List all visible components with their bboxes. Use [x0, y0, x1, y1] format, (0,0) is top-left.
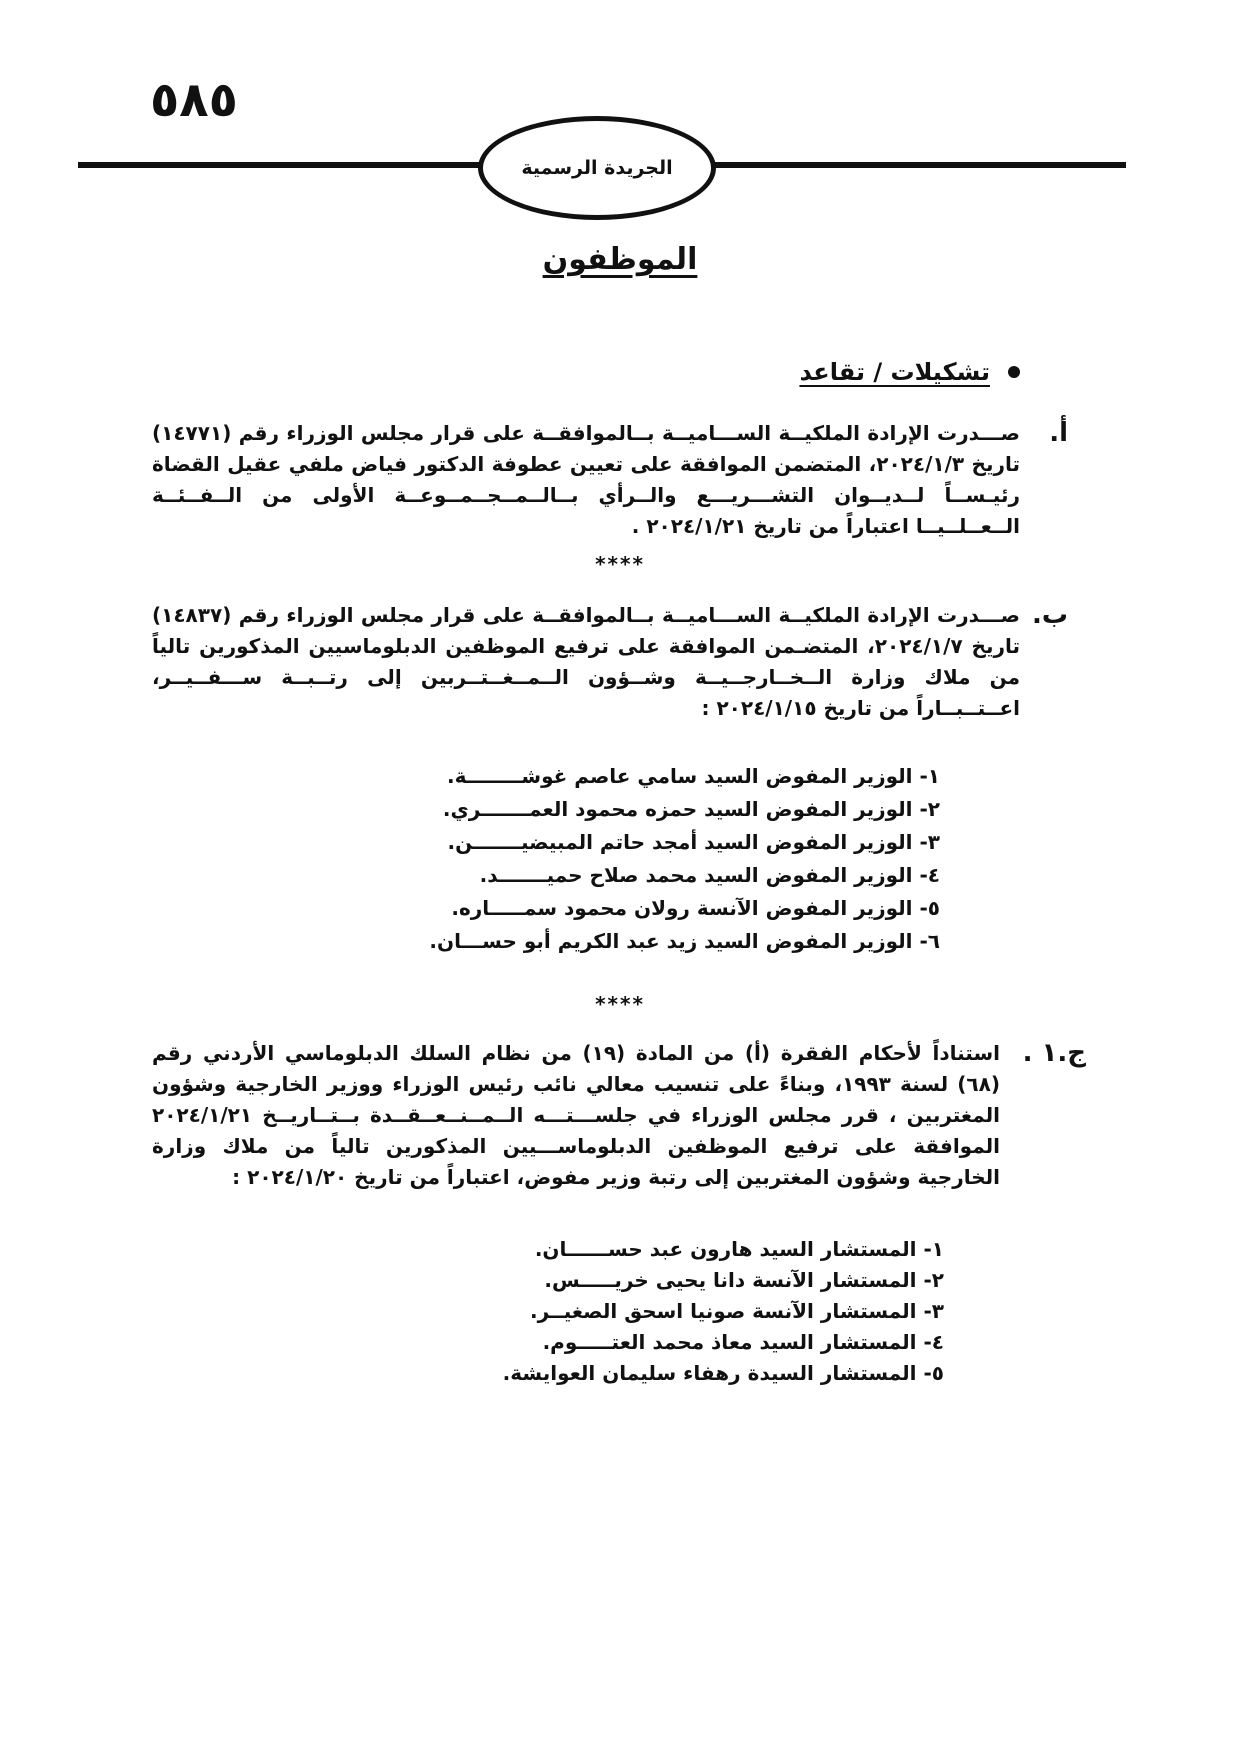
list-item: ١- المستشار السيد هارون عبد حســــــان.: [534, 1237, 944, 1261]
item-b-marker: ب.: [1031, 600, 1068, 630]
page-number: ٥٨٥: [150, 72, 238, 128]
list-item: ٦- الوزير المفوض السيد زيد عبد الكريم أبو حســـان.: [429, 929, 940, 953]
gazette-title-oval: [478, 116, 716, 220]
list-item: ٤- المستشار السيد معاذ محمد العتـــــوم.: [542, 1330, 944, 1354]
item-b-text: صـــدرت الإرادة الملكيــة الســـاميــة بــالموافقــة على قرار مجلس الوزراء رقم (١٤٨٣٧) تاريخ ٢٠٢٤/١/٧، المتضـمن الموافقة على ترفيع الموظفين الدبلوماسيين المذكورين تالياً من ملاك وزارة الــخــارجــيــة وشــؤون الــمــغــتــربين إلى رتــبــة ســـفــيــر، اعــتــبــاراً من تاريخ ٢٠٢٤/١/١٥ :: [152, 603, 1021, 720]
item-a: [152, 418, 1068, 542]
item-c: [152, 1038, 1086, 1193]
list-item: ٣- الوزير المفوض السيد أمجد حاتم المبيضيـــــــن.: [447, 830, 940, 854]
list-item: ١- الوزير المفوض السيد سامي عاصم غوشــــــــة.: [447, 764, 940, 788]
item-a-text: صـــدرت الإرادة الملكيــة الســـاميــة بــالموافقــة على قرار مجلس الوزراء رقم (١٤٧٧١) تاريخ ٢٠٢٤/١/٣، المتضمن الموافقة على تعيين عطوفة الدكتور فياض ملفي عقيل القضاة رئيـســاً لــديــوان التشـــريـــع والــرأي بــالــمــجــمــوعــة الأولى من الــفــئــة الــعــلــيــا اعتباراً من تاريخ ٢٠٢٤/١/٢١ .: [152, 421, 1020, 538]
list-item: ٣- المستشار الآنسة صونيا اسحق الصغيــر.: [530, 1299, 944, 1323]
item-b-list: [429, 760, 940, 958]
bullet-icon: [1008, 366, 1020, 378]
item-b: [152, 600, 1068, 724]
section-title: [0, 242, 1240, 277]
list-item: ٥- المستشار السيدة رهفاء سليمان العوايشة.: [502, 1361, 944, 1385]
item-c-marker: ج.١ .: [1022, 1038, 1086, 1068]
item-a-marker: أ.: [1049, 418, 1068, 448]
item-c-list: [503, 1234, 944, 1389]
list-item: ٢- المستشار الآنسة دانا يحيى خريـــــس.: [544, 1268, 944, 1292]
separator-1: ****: [595, 552, 645, 576]
separator-2: ****: [595, 992, 645, 1016]
subsection-heading-text: تشكيلات / تقاعد: [799, 358, 990, 386]
gazette-title: الجريدة الرسمية: [521, 157, 673, 179]
subsection-heading: [799, 358, 1020, 386]
list-item: ٢- الوزير المفوض السيد حمزه محمود العمـــــــري.: [442, 797, 940, 821]
list-item: ٥- الوزير المفوض الآنسة رولان محمود سمـــــاره.: [451, 896, 940, 920]
item-c-text: استناداً لأحكام الفقرة (أ) من المادة (١٩) من نظام السلك الدبلوماسي الأردني رقم (٦٨) لسنة ١٩٩٣، وبناءً على تنسيب معالي نائب رئيس الوزراء ووزير الخارجية وشؤون المغتربين ، قرر مجلس الوزراء في جلســـتـــه الــمــنــعــقــدة بــتــاريــخ ٢٠٢٤/١/٢١ الموافقة على ترفيع الموظفين الدبلوماســـيين المذكورين تالياً من ملاك وزارة الخارجية وشؤون المغتربين إلى رتبة وزير مفوض، اعتباراً من تاريخ ٢٠٢٤/١/٢٠ :: [152, 1041, 1000, 1189]
section-title-text: الموظفون: [542, 242, 698, 277]
list-item: ٤- الوزير المفوض السيد محمد صلاح حميـــــــد.: [479, 863, 940, 887]
